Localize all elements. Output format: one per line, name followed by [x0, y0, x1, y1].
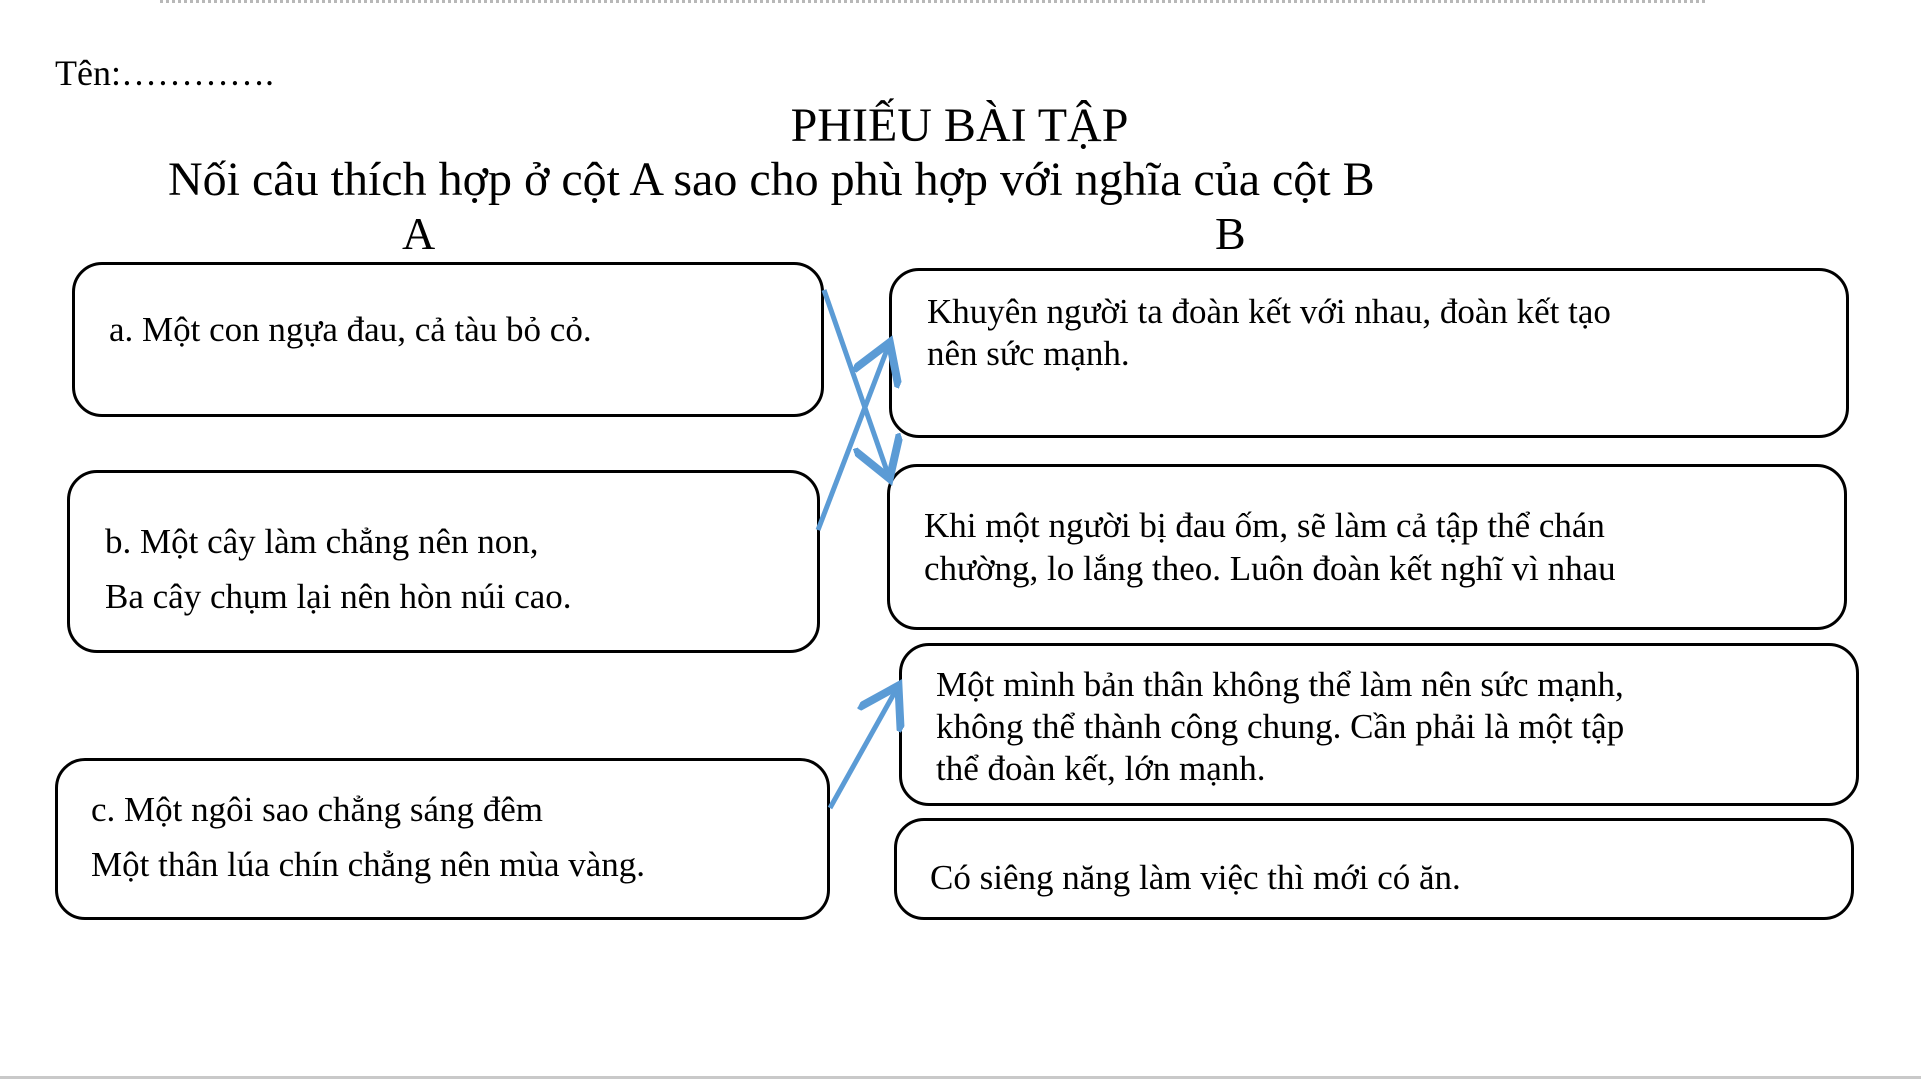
name-field-label: Tên:…………. — [55, 53, 274, 93]
arrow-a-to-2 — [824, 290, 888, 474]
column-a-item-c-line-2: Một thân lúa chín chẳng nên mùa vàng. — [91, 845, 646, 884]
column-b-item-1-line-2: nên sức mạnh. — [927, 334, 1130, 373]
column-b-heading: B — [1215, 208, 1246, 259]
column-b-item-2-line-2: chường, lo lắng theo. Luôn đoàn kết nghĩ vì nhau — [924, 549, 1616, 588]
column-b-item-3-line-1: Một mình bản thân không thể làm nên sức mạnh, — [936, 665, 1624, 704]
column-a-item-a-line-1: a. Một con ngựa đau, cả tàu bỏ cỏ. — [109, 310, 592, 349]
column-b-item-1-line-1: Khuyên người ta đoàn kết với nhau, đoàn kết tạo — [927, 292, 1611, 331]
instruction-text: Nối câu thích hợp ở cột A sao cho phù hợp với nghĩa của cột B — [168, 153, 1375, 206]
bottom-divider — [0, 1076, 1921, 1079]
column-b-item-4-line-1: Có siêng năng làm việc thì mới có ăn. — [930, 858, 1461, 897]
column-a-item-c-line-1: c. Một ngôi sao chẳng sáng đêm — [91, 790, 543, 829]
column-b-item-3-line-3: thể đoàn kết, lớn mạnh. — [936, 749, 1266, 788]
column-a-item-b-line-1: b. Một cây làm chẳng nên non, — [105, 522, 539, 561]
column-a-heading: A — [402, 208, 436, 259]
column-a-item-b-line-2: Ba cây chụm lại nên hòn núi cao. — [105, 577, 572, 616]
worksheet-title-text: PHIẾU BÀI TẬP — [790, 99, 1129, 152]
column-b-item-3-line-2: không thể thành công chung. Cần phải là một tập — [936, 707, 1625, 746]
arrow-c-to-3 — [830, 690, 896, 808]
column-b-item-2-line-1: Khi một người bị đau ốm, sẽ làm cả tập thể chán — [924, 506, 1605, 545]
